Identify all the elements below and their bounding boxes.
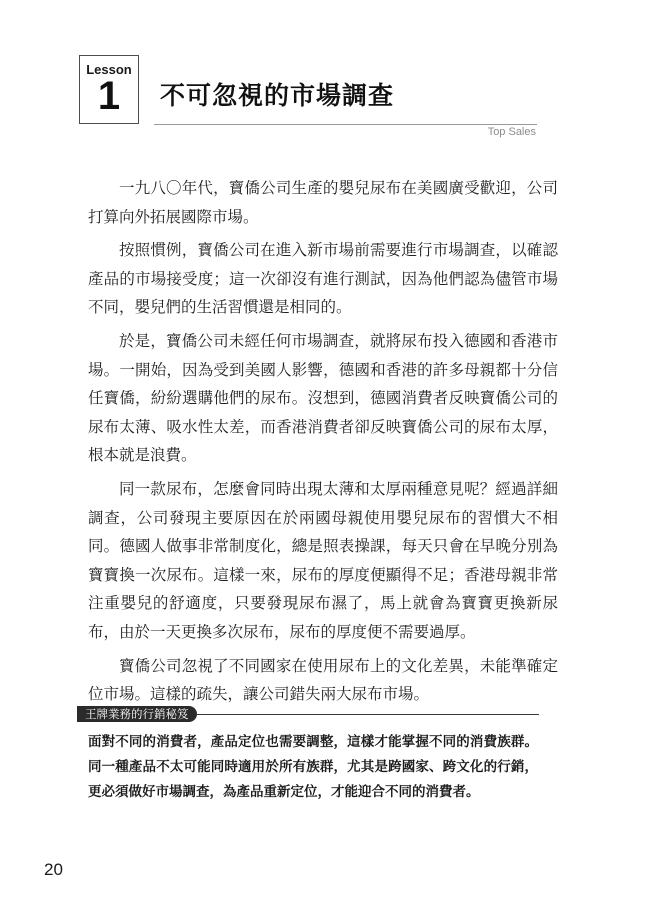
paragraph: 按照慣例，寶僑公司在進入新市場前需要進行市場調查，以確認產品的市場接受度；這一次卻沒有進行測試，因為他們認為儘管市場不同，嬰兒們的生活習慣還是相同的。 — [88, 241, 558, 317]
page-number: 20 — [44, 860, 63, 879]
series-name: Top Sales — [487, 126, 536, 138]
tip-text: 面對不同的消費者，產品定位也需要調整，這樣才能掌握不同的消費族群。同一種產品不太可能同時適用於所有族群，尤其是跨國家、跨文化的行銷，更必須做好市場調查，為產品重新定位，才能迎合不同的消費者。 — [88, 734, 538, 800]
paragraph: 寶僑公司忽視了不同國家在使用尿布上的文化差異，未能準確定位市場。這樣的疏失，讓公司錯失兩大尿布市場。 — [88, 656, 558, 704]
tip-label: 王牌業務的行銷秘笈 — [77, 706, 197, 722]
paragraph: 同一款尿布，怎麼會同時出現太薄和太厚兩種意見呢？經過詳細調查，公司發現主要原因在於兩國母親使用嬰兒尿布的習慣大不相同。德國人做事非常制度化，總是照表操課，每天只會在早晚分別為寶寶換一次尿布。這樣一來，尿布的厚度便顯得不足；香港母親非常注重嬰兒的舒適度，只要發現尿布濕了，馬上就會為寶寶更換新尿布，由於一天更換多次尿布，尿布的厚度便不需要過厚。 — [88, 479, 558, 641]
lesson-number: 1 — [97, 74, 121, 118]
lesson-label: Lesson — [86, 62, 132, 77]
paragraph: 於是，寶僑公司未經任何市場調查，就將尿布投入德國和香港市場。一開始，因為受到美國人影響，德國和香港的許多母親都十分信任寶僑，紛紛選購他們的尿布。沒想到，德國消費者反映寶僑公司的尿布太薄、吸水性太差，而香港消費者卻反映寶僑公司的尿布太厚，根本就是浪費。 — [88, 331, 558, 465]
chapter-title: 不可忽視的市場調查 — [160, 81, 395, 110]
article-body — [88, 174, 558, 714]
lesson-badge — [79, 55, 139, 124]
tip-header — [77, 706, 539, 722]
paragraph: 一九八〇年代，寶僑公司生產的嬰兒尿布在美國廣受歡迎，公司打算向外拓展國際市場。 — [88, 179, 558, 226]
header-divider — [154, 124, 537, 125]
tip-divider — [197, 714, 539, 715]
